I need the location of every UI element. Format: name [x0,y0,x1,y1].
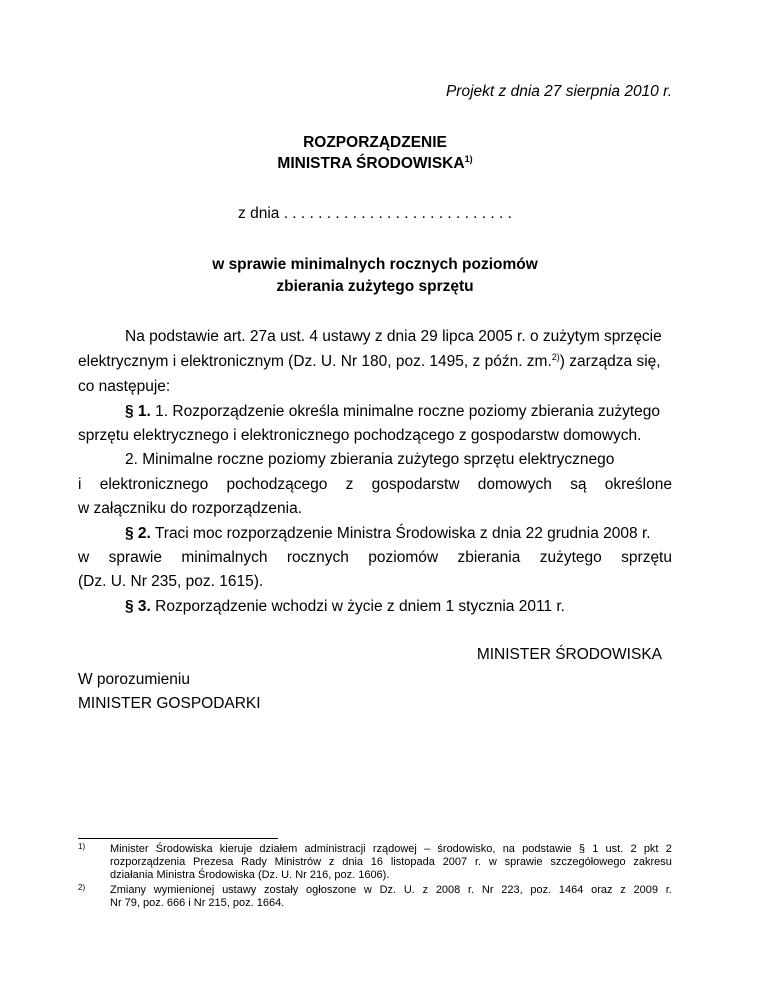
word: sprzętu [621,549,672,566]
word: na [502,843,515,855]
word: sprawie [108,549,162,566]
word: ust. [605,843,624,855]
word: rozporządzenia [110,856,186,868]
preamble-line-2 [78,352,672,371]
par1-line-2: sprzętu elektrycznego i elektronicznego pochodzącego z gospodarstw domowych. [78,427,642,444]
project-date: Projekt z dnia 27 sierpnia 2010 r. [445,83,672,100]
word: r. [665,884,672,896]
word: gospodarstw [371,476,460,493]
document-page [78,0,672,994]
word: pkt [643,843,659,855]
word: elektronicznego [99,476,209,493]
word: podstawie [522,843,572,855]
word: poz. [530,884,552,896]
word: szczegółowego [550,856,626,868]
word: z [345,476,354,493]
par1-line-1 [78,402,672,421]
word: 16 [370,856,384,868]
word: rocznych [286,549,349,566]
word: minimalnych [181,549,268,566]
word: z [620,884,626,896]
word: listopada [390,856,435,868]
word: – [424,843,431,855]
word: z [422,884,429,896]
preamble-line-1: Na podstawie art. 27a ust. 4 ustawy z dnia 29 lipca 2005 r. o zużytym sprzęcie [125,328,662,345]
par1-pt2-line-2 [78,475,672,494]
par1-pt2-line-3: w załączniku do rozporządzenia. [78,500,303,517]
footnote-2-body [110,884,672,910]
word: działem [259,843,298,855]
word: poziomów [368,549,439,566]
footnote-1-marker: 1) [78,842,86,851]
minister-signature: MINISTER ŚRODOWISKA [476,646,662,663]
subject-line-1: w sprawie minimalnych rocznych poziomów [212,256,538,273]
word: r. [468,884,475,896]
footnote-2-marker: 2) [78,883,86,892]
word: sprawie [504,856,543,868]
footnote-2-line-1 [110,884,672,897]
word: są [570,476,587,493]
word: Minister [110,843,149,855]
word: Rady [241,856,267,868]
footnote-separator [78,838,278,839]
word: Prezesa [193,856,234,868]
par1-mark: § 1. [125,403,151,420]
word: § [578,843,586,855]
word: domowych [477,476,552,493]
word: ustawy [222,884,257,896]
par2-line-1-text: Traci moc rozporządzenie Ministra Środowiska z dnia 22 grudnia 2008 r. [150,525,651,542]
word: 1464 [558,884,584,896]
co-minister-signature: MINISTER GOSPODARKI [78,695,261,712]
word: 2009 [633,884,658,896]
subject-line-2: zbierania zużytego sprzętu [276,278,474,295]
word: środowisko, [437,843,496,855]
footnote-1-body [110,843,672,882]
par3-line-1 [78,597,672,616]
footnote-ref-1[interactable]: 1) [464,153,473,164]
footnote-1-line-2 [110,856,672,869]
par3-mark: § 3. [125,598,151,615]
title-line-2 [78,154,672,173]
word: kieruje [219,843,253,855]
word: ogłoszone [306,884,357,896]
footnote-1-line-1 [110,843,672,856]
word: zbierania [457,549,521,566]
par2-line-2 [78,548,672,567]
word: dnia [342,856,363,868]
par1-pt2-line-1: 2. Minimalne roczne poziomy zbierania zużytego sprzętu elektrycznego [125,451,615,468]
agreement-text: W porozumieniu [78,671,190,688]
word: 2007 [442,856,468,868]
word: 1 [592,843,599,855]
word: U. [403,884,415,896]
word: pochodzącego [226,476,328,493]
word: z [328,856,335,868]
word: oraz [591,884,613,896]
par2-mark: § 2. [125,525,151,542]
word: zużytego [539,549,602,566]
title-line-2-text: MINISTRA ŚRODOWISKA [277,155,465,172]
preamble-line-2-a: elektrycznym i elektronicznym (Dz. U. Nr 180, poz. 1495, z późn. zm. [78,353,552,370]
title-line-1: ROZPORZĄDZENIE [303,134,447,151]
par1-line-1-text: 1. Rozporządzenie określa minimalne roczne poziomy zbierania zużytego [150,403,661,420]
word: 223, [501,884,523,896]
preamble-line-2-b: ) zarządza się, [559,353,661,370]
word: Dz. [379,884,397,896]
word: 2 [665,843,672,855]
word: Zmiany [110,884,147,896]
word: Ministrów [274,856,322,868]
par2-line-1 [78,524,672,543]
preamble-line-3: co następuje: [78,378,171,395]
word: zakresu [633,856,672,868]
word: Nr [481,884,494,896]
footnote-1-line-3: działania Ministra Środowiska (Dz. U. Nr 216, poz. 1606). [110,869,390,881]
word: w [363,884,372,896]
word: administracji [304,843,366,855]
word: r. [474,856,482,868]
word: 2008 [435,884,461,896]
word: Środowiska [155,843,213,855]
footnote-2-line-2: Nr 79, poz. 666 i Nr 215, poz. 1664. [110,897,285,909]
word: 2 [630,843,637,855]
word: w [488,856,497,868]
word: wymienionej [153,884,215,896]
footnote-ref-2[interactable]: 2) [551,351,560,362]
date-line: z dnia . . . . . . . . . . . . . . . . . . . . . . . . . . . [238,205,512,222]
par2-line-3: (Dz. U. Nr 235, poz. 1615). [78,573,264,590]
par3-line-1-text: Rozporządzenie wchodzi w życie z dniem 1 stycznia 2011 r. [150,598,565,615]
word: w [78,549,90,566]
word: określone [604,476,672,493]
word: rządowej [372,843,417,855]
word: zostały [264,884,299,896]
word: i [78,476,82,493]
